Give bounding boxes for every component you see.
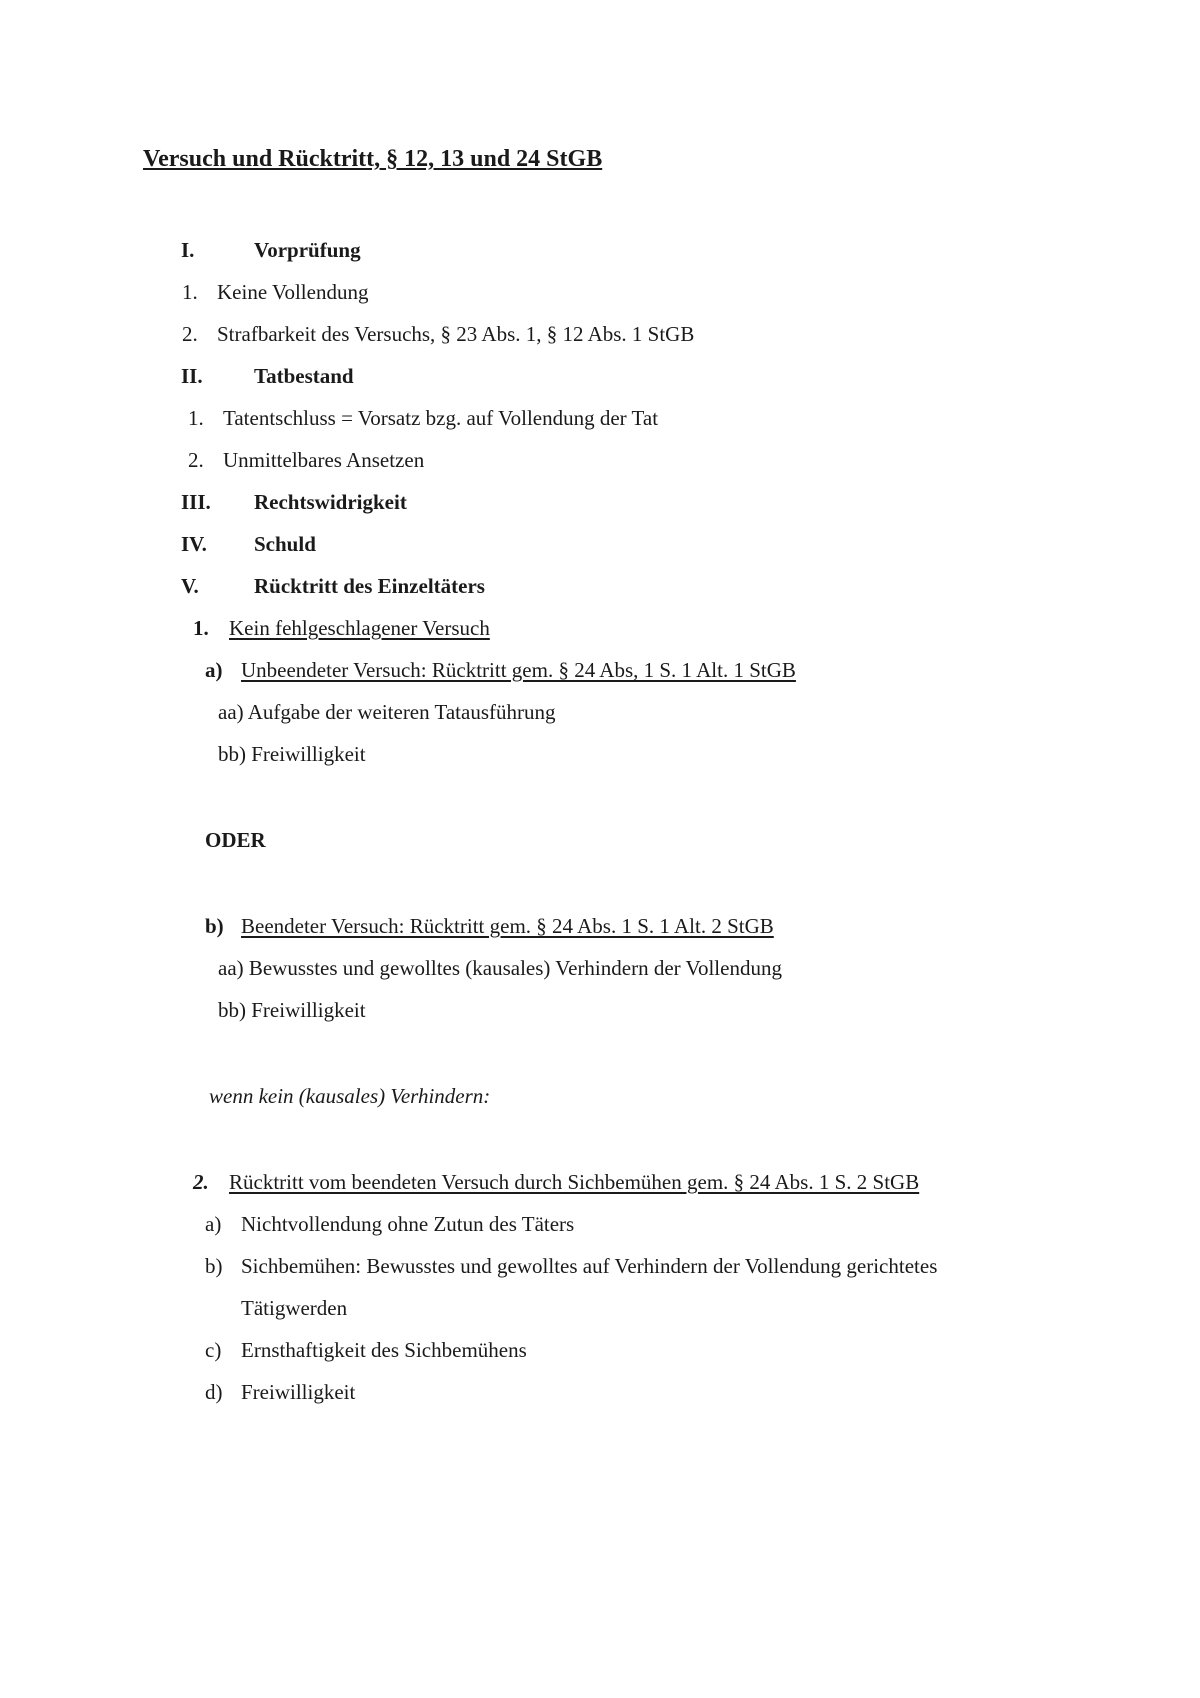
list-item-label: a) [205, 1212, 222, 1236]
section-numeral-V: V. [181, 574, 199, 598]
page-title: Versuch und Rücktritt, § 12, 13 und 24 StGB [143, 146, 603, 172]
list-item-number: 1. [188, 406, 204, 430]
list-item-text: Keine Vollendung [217, 280, 369, 304]
list-item-number: 1. [182, 280, 198, 304]
list-item-text: Sichbemühen: Bewusstes und gewolltes auf Verhindern der Vollendung gerichtetes [241, 1254, 938, 1278]
list-item-text: bb) Freiwilligkeit [218, 998, 366, 1022]
section-numeral-IV: IV. [181, 532, 207, 556]
subsection-heading: Rücktritt vom beendeten Versuch durch Sichbemühen gem. § 24 Abs. 1 S. 2 StGB [229, 1170, 920, 1194]
list-item-text: aa) Bewusstes und gewolltes (kausales) Verhindern der Vollendung [218, 956, 782, 980]
section-heading-ruecktritt: Rücktritt des Einzeltäters [254, 574, 485, 598]
section-heading-tatbestand: Tatbestand [254, 364, 354, 388]
subpoint-label: b) [205, 914, 224, 938]
list-item-label: b) [205, 1254, 223, 1278]
subsection-number: 1. [193, 616, 209, 640]
list-item-text: Unmittelbares Ansetzen [223, 448, 425, 472]
list-item-text: Nichtvollendung ohne Zutun des Täters [241, 1212, 575, 1236]
list-item-text: Strafbarkeit des Versuchs, § 23 Abs. 1, § 12 Abs. 1 StGB [217, 322, 695, 346]
list-item-number: 2. [188, 448, 204, 472]
italic-note: wenn kein (kausales) Verhindern: [209, 1084, 491, 1108]
list-item-text: Freiwilligkeit [241, 1380, 356, 1404]
section-heading-vorpruefung: Vorprüfung [254, 238, 361, 262]
list-item-text: Tatentschluss = Vorsatz bzg. auf Vollendung der Tat [223, 406, 659, 430]
list-item-continuation: Tätigwerden [241, 1296, 348, 1320]
section-numeral-III: III. [181, 490, 211, 514]
subsection-heading: Kein fehlgeschlagener Versuch [229, 616, 490, 640]
section-numeral-II: II. [181, 364, 203, 388]
subpoint-heading: Unbeendeter Versuch: Rücktritt gem. § 24 Abs, 1 S. 1 Alt. 1 StGB [241, 658, 796, 682]
list-item-number: 2. [182, 322, 198, 346]
section-heading-schuld: Schuld [254, 532, 316, 556]
subpoint-label: a) [205, 658, 223, 682]
subsection-number: 2. [193, 1170, 209, 1194]
list-item-text: Ernsthaftigkeit des Sichbemühens [241, 1338, 527, 1362]
section-numeral-I: I. [181, 238, 195, 262]
section-heading-rechtswidrigkeit: Rechtswidrigkeit [254, 490, 407, 514]
list-item-text: aa) Aufgabe der weiteren Tatausführung [218, 700, 556, 724]
subpoint-heading: Beendeter Versuch: Rücktritt gem. § 24 Abs. 1 S. 1 Alt. 2 StGB [241, 914, 774, 938]
list-item-label: c) [205, 1338, 222, 1362]
oder-label: ODER [205, 828, 266, 852]
list-item-label: d) [205, 1380, 223, 1404]
list-item-text: bb) Freiwilligkeit [218, 742, 366, 766]
